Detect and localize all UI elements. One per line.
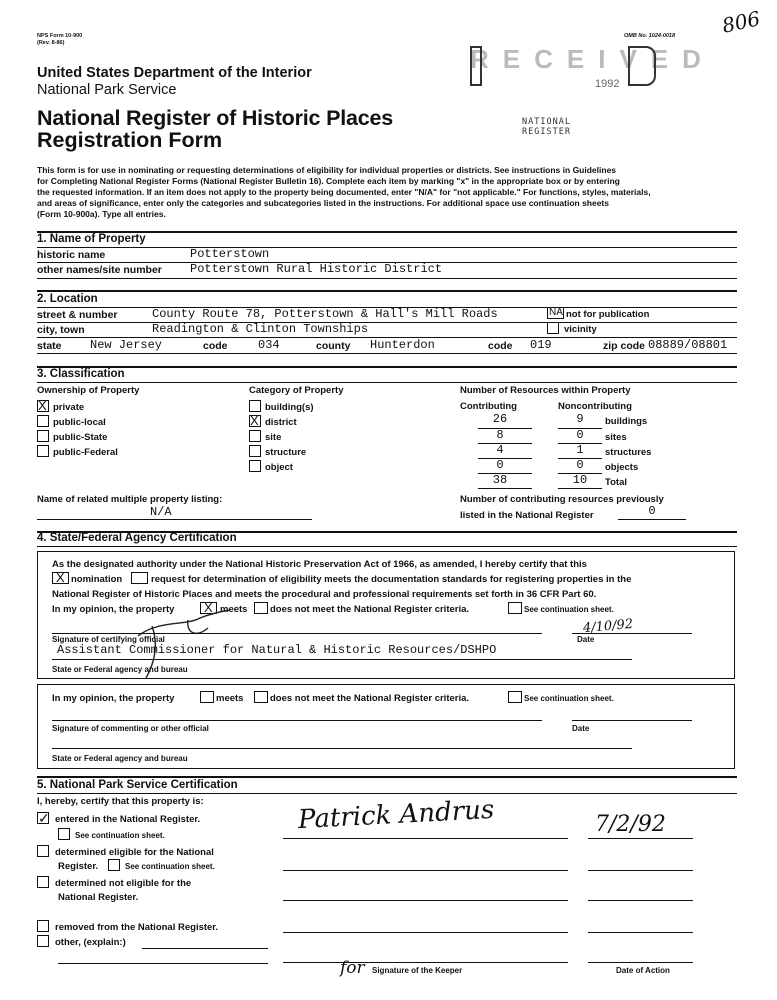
divider bbox=[37, 382, 737, 383]
vicinity-checkbox[interactable] bbox=[547, 322, 559, 334]
noncontributing-structures[interactable]: 1 bbox=[576, 443, 584, 457]
divider bbox=[37, 793, 737, 794]
site-label: site bbox=[265, 432, 282, 443]
structure-label: structure bbox=[265, 447, 307, 458]
meets-label: meets bbox=[220, 604, 248, 615]
street-label: street & number bbox=[37, 309, 118, 321]
divider bbox=[283, 900, 568, 901]
not-meet-checkbox[interactable] bbox=[254, 602, 268, 614]
eligible-continuation-checkbox[interactable] bbox=[108, 859, 120, 871]
divider bbox=[588, 900, 693, 901]
divider bbox=[478, 488, 532, 489]
divider bbox=[37, 546, 737, 547]
previously-listed-label-2: listed in the National Register bbox=[460, 510, 594, 521]
divider bbox=[588, 962, 693, 963]
public-local-label: public-local bbox=[53, 417, 106, 428]
public-state-label: public-State bbox=[53, 432, 108, 443]
structure-checkbox[interactable] bbox=[249, 445, 261, 457]
removed-label: removed from the National Register. bbox=[55, 922, 219, 933]
agency2-label: State or Federal agency and bureau bbox=[52, 754, 188, 763]
section5-rule bbox=[37, 776, 737, 778]
divider bbox=[588, 870, 693, 871]
not-meet2-checkbox[interactable] bbox=[254, 691, 268, 703]
cert-date: 4/10/92 bbox=[582, 616, 634, 637]
keeper-label: Signature of the Keeper bbox=[372, 966, 463, 975]
street-value[interactable]: County Route 78, Potterstown & Hall's Mill Roads bbox=[152, 307, 498, 321]
structures-label: structures bbox=[605, 447, 652, 458]
agency-label: State or Federal agency and bureau bbox=[52, 665, 188, 674]
not-eligible-checkbox[interactable] bbox=[37, 876, 49, 888]
request-checkbox[interactable] bbox=[131, 572, 148, 584]
not-for-publication-label: not for publication bbox=[566, 309, 650, 320]
divider bbox=[52, 748, 632, 749]
meets2-label: meets bbox=[216, 693, 244, 704]
object-label: object bbox=[265, 462, 293, 473]
noncontributing-objects[interactable]: 0 bbox=[576, 458, 584, 472]
other-checkbox[interactable] bbox=[37, 935, 49, 947]
determined-eligible-checkbox[interactable] bbox=[37, 845, 49, 857]
city-label: city, town bbox=[37, 324, 85, 336]
district-checkbox[interactable]: X bbox=[249, 415, 261, 427]
state-code-value[interactable]: 034 bbox=[258, 338, 280, 352]
entered-label: entered in the National Register. bbox=[55, 814, 201, 825]
continuation2-label: See continuation sheet. bbox=[524, 694, 614, 703]
divider bbox=[37, 519, 312, 520]
date-of-action-label: Date of Action bbox=[616, 966, 670, 975]
objects-label: objects bbox=[605, 462, 639, 473]
divider bbox=[37, 353, 737, 354]
omb-number: OMB No. 1024-0018 bbox=[624, 33, 676, 39]
buildings-label: buildings bbox=[605, 416, 648, 427]
contributing-objects[interactable]: 0 bbox=[496, 458, 504, 472]
section1-heading: 1. Name of Property bbox=[37, 233, 146, 245]
entered-continuation-checkbox[interactable] bbox=[58, 828, 70, 840]
public-local-checkbox[interactable] bbox=[37, 415, 49, 427]
nomination-label: nomination bbox=[71, 574, 123, 585]
state-value[interactable]: New Jersey bbox=[90, 338, 163, 352]
contributing-buildings[interactable]: 26 bbox=[492, 412, 508, 426]
public-state-checkbox[interactable] bbox=[37, 430, 49, 442]
state-label: state bbox=[37, 340, 62, 352]
opinion-prefix: In my opinion, the property bbox=[52, 604, 175, 615]
section4-heading: 4. State/Federal Agency Certification bbox=[37, 532, 237, 544]
instructions: This form is for use in nominating or requesting determinations of eligibility for individual properties or districts. See instructions in Guidelines for Completing National Register Forms (National Register Bulletin 16). Complete each item by marking "x" in the appropriate box or by entering the requested information. If an item does not apply to the property being documented, enter "N/A" for "not applicable." For functions, styles, materials, and areas of significance, enter only the categories and subcategories listed in the instructions. For additional space use continuation sheets (Form 10-900a). Type all entries. bbox=[37, 165, 651, 219]
city-value[interactable]: Readington & Clinton Townships bbox=[152, 322, 369, 336]
handwritten-number: 806 bbox=[719, 6, 763, 38]
county-code-label: code bbox=[488, 340, 513, 352]
divider bbox=[283, 932, 568, 933]
eligible-continuation-label: See continuation sheet. bbox=[125, 862, 215, 871]
vicinity-label: vicinity bbox=[564, 324, 597, 335]
county-code-value[interactable]: 019 bbox=[530, 338, 552, 352]
removed-checkbox[interactable] bbox=[37, 920, 49, 932]
meets-checkbox[interactable]: X bbox=[200, 602, 217, 614]
sites-label: sites bbox=[605, 432, 627, 443]
resources-heading: Number of Resources within Property bbox=[460, 385, 631, 396]
not-for-publication-checkbox[interactable]: NA bbox=[549, 307, 563, 318]
historic-name-label: historic name bbox=[37, 249, 106, 261]
divider bbox=[37, 278, 737, 279]
divider bbox=[283, 962, 568, 963]
meets2-checkbox[interactable] bbox=[200, 691, 214, 703]
form-title-line1: National Register of Historic Places bbox=[37, 106, 394, 130]
bureau-name: National Park Service bbox=[37, 82, 177, 98]
other-names-label: other names/site number bbox=[37, 264, 162, 276]
entered-checkbox[interactable]: ✓ bbox=[38, 810, 50, 826]
official-title[interactable]: Assistant Commissioner for Natural & Historic Resources/DSHPO bbox=[57, 643, 497, 657]
divider bbox=[558, 488, 602, 489]
state-code-label: code bbox=[203, 340, 228, 352]
multiple-listing-value[interactable]: N/A bbox=[150, 505, 172, 519]
keeper-signature: Patrick Andrus bbox=[297, 794, 495, 836]
building-checkbox[interactable] bbox=[249, 400, 261, 412]
divider bbox=[618, 519, 686, 520]
building-label: building(s) bbox=[265, 402, 314, 413]
zip-value[interactable]: 08889/08801 bbox=[648, 338, 728, 352]
entered-continuation-label: See continuation sheet. bbox=[75, 831, 165, 840]
noncontributing-total[interactable]: 10 bbox=[572, 473, 588, 487]
divider bbox=[283, 870, 568, 871]
previously-listed-label: Number of contributing resources previously bbox=[460, 494, 664, 505]
continuation-checkbox[interactable] bbox=[508, 602, 522, 614]
divider bbox=[572, 633, 692, 634]
section3-rule bbox=[37, 366, 737, 368]
historic-name-value[interactable]: Potterstown bbox=[190, 247, 270, 261]
form-number: NPS Form 10-900 bbox=[37, 33, 83, 39]
ownership-heading: Ownership of Property bbox=[37, 385, 140, 396]
other-names-value[interactable]: Potterstown Rural Historic District bbox=[190, 262, 443, 276]
divider bbox=[142, 948, 268, 949]
divider bbox=[37, 322, 737, 323]
cert-line-3: National Register of Historic Places and meets the procedural and professional requirements set forth in 36 CFR Part 60. bbox=[52, 589, 597, 600]
section2-rule bbox=[37, 290, 737, 292]
request-label: request for determination of eligibility meets the documentation standards for registering properties in the bbox=[151, 574, 632, 585]
total-label: Total bbox=[605, 477, 627, 488]
form-title-line2: Registration Form bbox=[37, 128, 223, 152]
noncontributing-buildings[interactable]: 9 bbox=[576, 412, 584, 426]
private-label: private bbox=[53, 402, 85, 413]
divider bbox=[572, 720, 692, 721]
sig2-label: Signature of commenting or other official bbox=[52, 724, 209, 733]
zip-label: zip code bbox=[603, 340, 646, 352]
object-checkbox[interactable] bbox=[249, 460, 261, 472]
noncontributing-header: Noncontributing bbox=[558, 401, 632, 412]
for-mark: for bbox=[340, 958, 365, 978]
private-checkbox[interactable]: X bbox=[37, 400, 49, 412]
divider bbox=[52, 659, 632, 660]
divider bbox=[283, 838, 568, 839]
previously-listed-value[interactable]: 0 bbox=[648, 504, 656, 518]
contributing-total[interactable]: 38 bbox=[492, 473, 508, 487]
cert-line-1: As the designated authority under the National Historic Preservation Act of 1966, as amended, I hereby certify that this bbox=[52, 559, 587, 570]
section2-heading: 2. Location bbox=[37, 293, 98, 305]
divider bbox=[37, 247, 737, 248]
received-stamp: RECEIVED 1992 bbox=[470, 44, 715, 90]
county-label: county bbox=[316, 340, 351, 352]
divider bbox=[588, 932, 693, 933]
form-revision: (Rev. 8-86) bbox=[37, 40, 65, 46]
contributing-header: Contributing bbox=[460, 401, 517, 412]
category-heading: Category of Property bbox=[249, 385, 344, 396]
not-meet-label: does not meet the National Register criteria. bbox=[270, 604, 470, 615]
contributing-sites[interactable]: 8 bbox=[496, 428, 504, 442]
certify-line: I, hereby, certify that this property is: bbox=[37, 796, 204, 807]
nomination-checkbox[interactable]: X bbox=[52, 572, 69, 584]
action-date: 7/2/92 bbox=[595, 812, 666, 837]
divider bbox=[588, 838, 693, 839]
opinion2-prefix: In my opinion, the property bbox=[52, 693, 175, 704]
section5-heading: 5. National Park Service Certification bbox=[37, 779, 238, 791]
divider bbox=[52, 720, 542, 721]
public-federal-checkbox[interactable] bbox=[37, 445, 49, 457]
public-federal-label: public-Federal bbox=[53, 447, 118, 458]
district-label: district bbox=[265, 417, 297, 428]
divider bbox=[52, 633, 542, 634]
determined-eligible-label: determined eligible for the National bbox=[55, 847, 214, 858]
continuation-label: See continuation sheet. bbox=[524, 605, 614, 614]
not-eligible-label: determined not eligible for the bbox=[55, 878, 192, 889]
divider bbox=[58, 963, 268, 964]
not-eligible-label-2: National Register. bbox=[58, 892, 139, 903]
section3-heading: 3. Classification bbox=[37, 368, 125, 380]
multiple-listing-label: Name of related multiple property listing: bbox=[37, 494, 223, 505]
other-label: other, (explain:) bbox=[55, 937, 126, 948]
not-meet2-label: does not meet the National Register criteria. bbox=[270, 693, 470, 704]
contributing-structures[interactable]: 4 bbox=[496, 443, 504, 457]
date2-label: Date bbox=[572, 724, 590, 733]
continuation2-checkbox[interactable] bbox=[508, 691, 522, 703]
site-checkbox[interactable] bbox=[249, 430, 261, 442]
date-label: Date bbox=[577, 635, 595, 644]
agency-name: United States Department of the Interior bbox=[37, 65, 312, 81]
sig-label: Signature of certifying official bbox=[52, 635, 165, 644]
national-register-stamp: NATIONAL REGISTER bbox=[522, 117, 571, 137]
determined-eligible-label-2: Register. bbox=[58, 861, 99, 872]
county-value[interactable]: Hunterdon bbox=[370, 338, 435, 352]
noncontributing-sites[interactable]: 0 bbox=[576, 428, 584, 442]
